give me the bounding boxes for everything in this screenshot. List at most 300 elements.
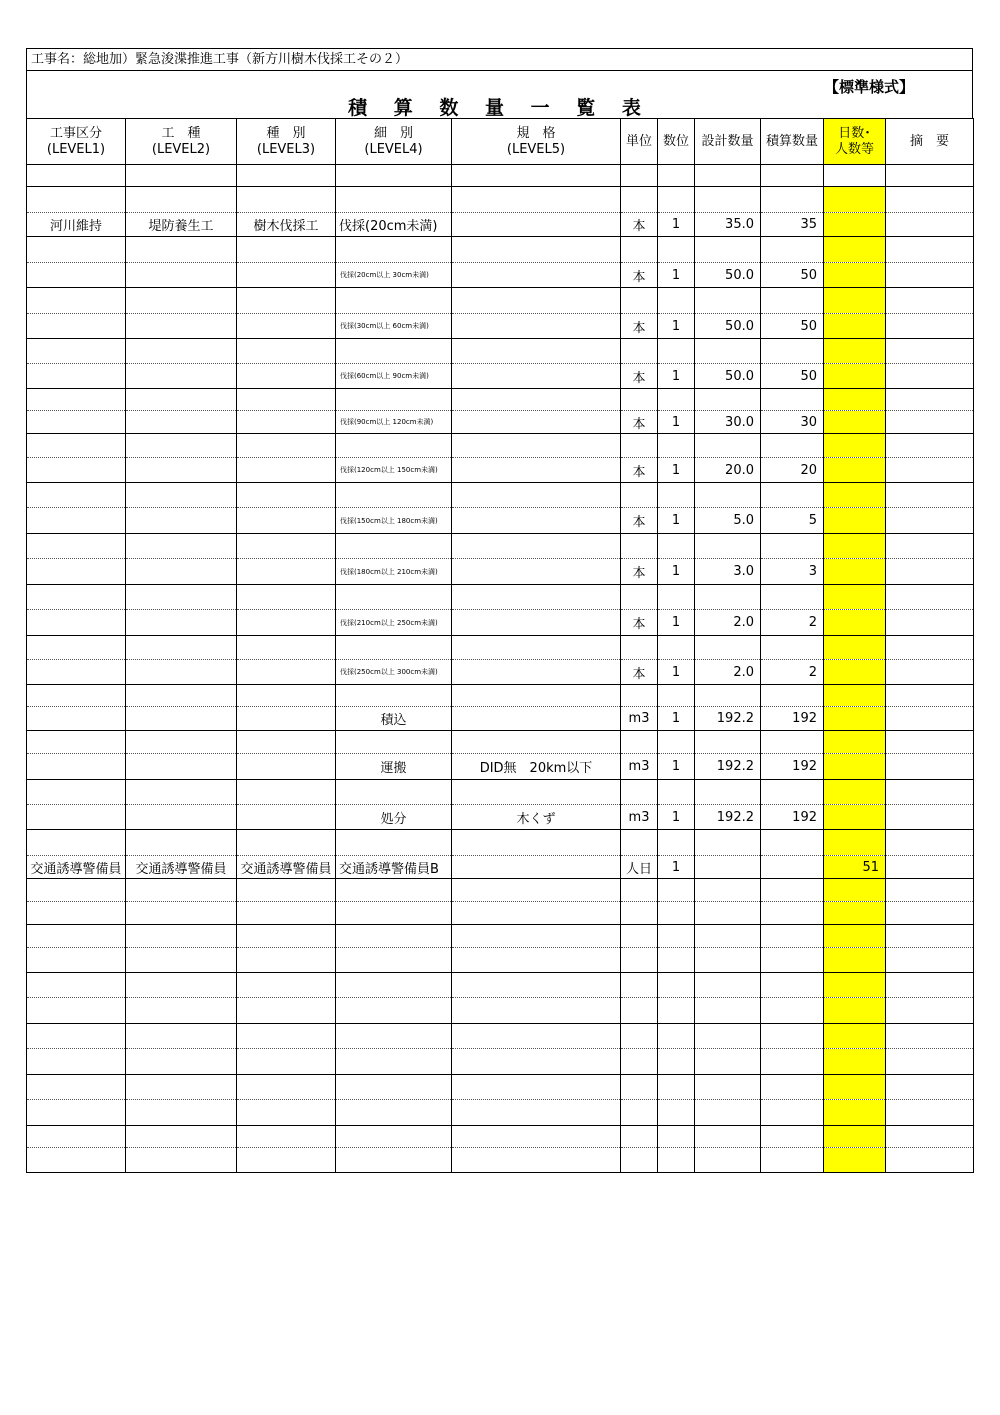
cell-level1 [27, 998, 126, 1024]
cell-unit: 本 [621, 364, 658, 389]
cell-level3 [237, 973, 336, 998]
cell-calc-qty: 50 [761, 314, 824, 339]
cell-level1 [27, 879, 126, 902]
cell-calc-qty: 30 [761, 411, 824, 434]
cell-level4 [336, 902, 452, 925]
cell-unit: 本 [621, 660, 658, 685]
cell-level5 [452, 411, 621, 434]
cell-level4: 伐採(150cm以上 180cm未満) [336, 508, 452, 534]
cell-digit: 1 [658, 213, 695, 237]
cell-remarks [886, 879, 974, 902]
cell-digit [658, 731, 695, 754]
cell-calc-qty: 192 [761, 754, 824, 780]
cell-digit: 1 [658, 314, 695, 339]
cell-digit [658, 830, 695, 856]
cell-level5 [452, 434, 621, 458]
cell-level5 [452, 314, 621, 339]
cell-remarks [886, 998, 974, 1024]
cell-unit [621, 925, 658, 948]
cell-calc-qty [761, 483, 824, 508]
cell-calc-qty [761, 165, 824, 187]
cell-level1: 交通誘導警備員 [27, 856, 126, 879]
cell-level4 [336, 780, 452, 805]
cell-digit [658, 288, 695, 314]
cell-days-persons [824, 805, 886, 830]
cell-level4 [336, 1126, 452, 1148]
table-row [27, 508, 974, 534]
cell-level5 [452, 534, 621, 559]
cell-days-persons [824, 925, 886, 948]
cell-level2 [126, 585, 237, 610]
cell-level4 [336, 585, 452, 610]
cell-level5 [452, 339, 621, 364]
cell-level3 [237, 830, 336, 856]
cell-days-persons [824, 364, 886, 389]
cell-level4 [336, 339, 452, 364]
cell-calc-qty [761, 856, 824, 879]
cell-design-qty [695, 948, 761, 973]
cell-level4: 伐採(20cm未満) [336, 213, 452, 237]
table-row [27, 973, 974, 998]
cell-level5 [452, 830, 621, 856]
cell-level2: 堤防養生工 [126, 213, 237, 237]
cell-days-persons [824, 314, 886, 339]
cell-level3 [237, 780, 336, 805]
cell-unit [621, 636, 658, 660]
cell-level5 [452, 636, 621, 660]
cell-design-qty [695, 731, 761, 754]
cell-level2 [126, 458, 237, 483]
cell-unit [621, 879, 658, 902]
cell-level1 [27, 314, 126, 339]
cell-design-qty [695, 830, 761, 856]
cell-level4 [336, 1100, 452, 1126]
cell-level5 [452, 731, 621, 754]
cell-days-persons [824, 998, 886, 1024]
cell-digit [658, 902, 695, 925]
cell-level2 [126, 780, 237, 805]
cell-design-qty [695, 187, 761, 213]
cell-level1 [27, 411, 126, 434]
cell-level2 [126, 559, 237, 585]
cell-unit: 本 [621, 213, 658, 237]
cell-digit: 1 [658, 707, 695, 731]
cell-remarks [886, 1100, 974, 1126]
table-row [27, 1049, 974, 1075]
cell-digit: 1 [658, 660, 695, 685]
project-title: 工事名：総地加）緊急浚渫推進工事（新方川樹木伐採工その２） [26, 48, 973, 70]
cell-level3 [237, 314, 336, 339]
cell-days-persons: 51 [824, 856, 886, 879]
header-digit-line1: 数位 [662, 133, 689, 149]
cell-design-qty [695, 1100, 761, 1126]
cell-level3 [237, 948, 336, 973]
cell-calc-qty [761, 187, 824, 213]
cell-level3 [237, 998, 336, 1024]
cell-remarks [886, 585, 974, 610]
cell-level3 [237, 1024, 336, 1049]
cell-level4 [336, 288, 452, 314]
cell-calc-qty: 2 [761, 660, 824, 685]
cell-calc-qty: 35 [761, 213, 824, 237]
header-level2 [126, 119, 237, 165]
cell-digit: 1 [658, 411, 695, 434]
cell-level1 [27, 830, 126, 856]
cell-level2 [126, 1100, 237, 1126]
cell-level3 [237, 364, 336, 389]
cell-level2 [126, 1075, 237, 1100]
cell-calc-qty: 50 [761, 263, 824, 288]
header-days-persons [824, 119, 886, 165]
cell-unit: 本 [621, 458, 658, 483]
cell-remarks [886, 559, 974, 585]
cell-level1 [27, 458, 126, 483]
cell-level5 [452, 288, 621, 314]
cell-digit [658, 237, 695, 263]
header-unit [621, 119, 658, 165]
cell-remarks [886, 187, 974, 213]
cell-design-qty: 20.0 [695, 458, 761, 483]
cell-design-qty: 50.0 [695, 364, 761, 389]
table-row [27, 237, 974, 263]
cell-calc-qty [761, 1024, 824, 1049]
cell-level1 [27, 364, 126, 389]
cell-days-persons [824, 780, 886, 805]
table-body [27, 165, 974, 1173]
cell-level1 [27, 1126, 126, 1148]
table-row [27, 754, 974, 780]
cell-unit: 本 [621, 610, 658, 636]
cell-remarks [886, 830, 974, 856]
cell-remarks [886, 263, 974, 288]
cell-design-qty [695, 902, 761, 925]
cell-level1 [27, 780, 126, 805]
cell-level4: 伐採(250cm以上 300cm未満) [336, 660, 452, 685]
cell-level2 [126, 434, 237, 458]
table-row [27, 856, 974, 879]
cell-level2 [126, 411, 237, 434]
cell-unit: 本 [621, 559, 658, 585]
cell-level5 [452, 187, 621, 213]
table-row [27, 998, 974, 1024]
cell-digit: 1 [658, 856, 695, 879]
table-row [27, 902, 974, 925]
header-level4 [336, 119, 452, 165]
cell-design-qty: 2.0 [695, 610, 761, 636]
cell-design-qty [695, 389, 761, 411]
cell-level2 [126, 731, 237, 754]
cell-level2 [126, 187, 237, 213]
cell-level4: 処分 [336, 805, 452, 830]
cell-days-persons [824, 973, 886, 998]
cell-remarks [886, 1049, 974, 1075]
cell-level4 [336, 925, 452, 948]
cell-design-qty: 192.2 [695, 707, 761, 731]
cell-digit [658, 534, 695, 559]
cell-calc-qty [761, 830, 824, 856]
table-row [27, 288, 974, 314]
cell-unit [621, 389, 658, 411]
cell-level2 [126, 660, 237, 685]
cell-days-persons [824, 1126, 886, 1148]
table-row [27, 731, 974, 754]
cell-days-persons [824, 707, 886, 731]
cell-level4 [336, 973, 452, 998]
cell-level1 [27, 1075, 126, 1100]
cell-digit [658, 585, 695, 610]
cell-digit [658, 780, 695, 805]
cell-level5 [452, 1049, 621, 1075]
cell-design-qty: 2.0 [695, 660, 761, 685]
cell-calc-qty [761, 1075, 824, 1100]
cell-calc-qty: 5 [761, 508, 824, 534]
cell-calc-qty [761, 685, 824, 707]
cell-level1 [27, 288, 126, 314]
cell-level4 [336, 1049, 452, 1075]
cell-unit [621, 585, 658, 610]
table-row [27, 1024, 974, 1049]
cell-level2 [126, 483, 237, 508]
cell-level3 [237, 288, 336, 314]
cell-unit [621, 483, 658, 508]
cell-calc-qty [761, 585, 824, 610]
cell-unit [621, 534, 658, 559]
cell-days-persons [824, 1024, 886, 1049]
cell-level5 [452, 559, 621, 585]
table-row [27, 263, 974, 288]
cell-days-persons [824, 902, 886, 925]
cell-digit [658, 948, 695, 973]
cell-calc-qty [761, 534, 824, 559]
table-row [27, 1075, 974, 1100]
cell-level2 [126, 288, 237, 314]
header-days-persons-line1: 日数･ [838, 125, 871, 141]
cell-level2 [126, 1148, 237, 1173]
cell-days-persons [824, 187, 886, 213]
cell-remarks [886, 805, 974, 830]
cell-days-persons [824, 830, 886, 856]
table-row [27, 483, 974, 508]
cell-unit [621, 948, 658, 973]
table-row [27, 1126, 974, 1148]
cell-design-qty [695, 237, 761, 263]
header-level5 [452, 119, 621, 165]
table-row [27, 434, 974, 458]
cell-remarks [886, 660, 974, 685]
cell-level1 [27, 610, 126, 636]
cell-calc-qty [761, 288, 824, 314]
cell-digit: 1 [658, 559, 695, 585]
cell-digit: 1 [658, 610, 695, 636]
cell-remarks [886, 213, 974, 237]
cell-level3 [237, 731, 336, 754]
cell-remarks [886, 458, 974, 483]
cell-design-qty: 50.0 [695, 263, 761, 288]
cell-design-qty: 192.2 [695, 805, 761, 830]
cell-level1 [27, 973, 126, 998]
table-row [27, 364, 974, 389]
header-level2-line2: (LEVEL2) [151, 141, 211, 157]
quantity-table [26, 118, 974, 1173]
cell-level5 [452, 213, 621, 237]
header-remarks [886, 119, 974, 165]
cell-level1 [27, 1100, 126, 1126]
cell-design-qty [695, 1148, 761, 1173]
document-title: 積 算 数 量 一 覧 表 [348, 97, 651, 119]
cell-level4 [336, 948, 452, 973]
header-level3-line2: (LEVEL3) [256, 141, 316, 157]
cell-days-persons [824, 165, 886, 187]
title-box [26, 70, 973, 118]
cell-level1 [27, 660, 126, 685]
cell-unit [621, 780, 658, 805]
cell-remarks [886, 364, 974, 389]
header-unit-line1: 単位 [625, 133, 652, 149]
table-row [27, 685, 974, 707]
cell-level2 [126, 364, 237, 389]
cell-level2 [126, 685, 237, 707]
cell-calc-qty [761, 389, 824, 411]
cell-unit [621, 1126, 658, 1148]
cell-design-qty [695, 585, 761, 610]
cell-level2 [126, 165, 237, 187]
cell-digit: 1 [658, 364, 695, 389]
cell-level1 [27, 559, 126, 585]
cell-remarks [886, 314, 974, 339]
cell-design-qty: 3.0 [695, 559, 761, 585]
cell-unit [621, 685, 658, 707]
header-level1 [27, 119, 126, 165]
cell-remarks [886, 856, 974, 879]
cell-level5 [452, 856, 621, 879]
header-level5-line2: (LEVEL5) [506, 141, 566, 157]
cell-level4: 運搬 [336, 754, 452, 780]
table-row [27, 610, 974, 636]
cell-level3 [237, 879, 336, 902]
cell-remarks [886, 1148, 974, 1173]
cell-digit [658, 187, 695, 213]
cell-level4: 伐採(210cm以上 250cm未満) [336, 610, 452, 636]
cell-design-qty [695, 925, 761, 948]
cell-days-persons [824, 534, 886, 559]
cell-design-qty [695, 1049, 761, 1075]
cell-calc-qty [761, 879, 824, 902]
cell-level2 [126, 508, 237, 534]
cell-level1 [27, 948, 126, 973]
cell-level5 [452, 925, 621, 948]
cell-digit [658, 925, 695, 948]
cell-calc-qty [761, 902, 824, 925]
cell-design-qty: 35.0 [695, 213, 761, 237]
cell-digit [658, 636, 695, 660]
header-level1-line2: (LEVEL1) [46, 141, 106, 157]
cell-level2 [126, 925, 237, 948]
cell-level3 [237, 1049, 336, 1075]
cell-days-persons [824, 1100, 886, 1126]
estimate-sheet [26, 48, 973, 1173]
cell-level2 [126, 263, 237, 288]
cell-design-qty: 5.0 [695, 508, 761, 534]
cell-days-persons [824, 754, 886, 780]
table-row [27, 1100, 974, 1126]
cell-calc-qty [761, 434, 824, 458]
table-row [27, 213, 974, 237]
cell-level3 [237, 925, 336, 948]
header-digit [658, 119, 695, 165]
cell-remarks [886, 434, 974, 458]
cell-level4: 交通誘導警備員B [336, 856, 452, 879]
cell-level1 [27, 165, 126, 187]
header-level4-line1: 細 別 [373, 125, 413, 141]
cell-digit [658, 1126, 695, 1148]
table-row [27, 879, 974, 902]
header-level2-line1: 工 種 [161, 125, 201, 141]
cell-remarks [886, 288, 974, 314]
cell-remarks [886, 389, 974, 411]
cell-unit [621, 237, 658, 263]
cell-unit [621, 731, 658, 754]
cell-level2 [126, 339, 237, 364]
cell-unit [621, 902, 658, 925]
cell-level5 [452, 1148, 621, 1173]
cell-level4 [336, 830, 452, 856]
cell-digit [658, 165, 695, 187]
cell-level5 [452, 685, 621, 707]
cell-level5: DID無 20km以下 [452, 754, 621, 780]
cell-level5 [452, 1075, 621, 1100]
cell-level4 [336, 165, 452, 187]
cell-calc-qty [761, 973, 824, 998]
cell-level3 [237, 707, 336, 731]
cell-remarks [886, 780, 974, 805]
cell-level4: 積込 [336, 707, 452, 731]
cell-remarks [886, 973, 974, 998]
cell-level1 [27, 805, 126, 830]
cell-days-persons [824, 1075, 886, 1100]
cell-calc-qty [761, 998, 824, 1024]
cell-level1 [27, 534, 126, 559]
header-design-qty-line1: 設計数量 [701, 133, 754, 149]
cell-unit [621, 187, 658, 213]
cell-unit [621, 1024, 658, 1049]
cell-level2 [126, 1126, 237, 1148]
cell-level1 [27, 707, 126, 731]
cell-remarks [886, 925, 974, 948]
cell-days-persons [824, 685, 886, 707]
cell-level3 [237, 434, 336, 458]
cell-days-persons [824, 585, 886, 610]
cell-level5 [452, 948, 621, 973]
cell-design-qty: 192.2 [695, 754, 761, 780]
header-remarks-line1: 摘 要 [909, 133, 949, 149]
cell-level5 [452, 660, 621, 685]
cell-level4 [336, 483, 452, 508]
cell-digit: 1 [658, 508, 695, 534]
cell-design-qty [695, 780, 761, 805]
cell-unit: m3 [621, 707, 658, 731]
cell-digit [658, 434, 695, 458]
cell-digit [658, 685, 695, 707]
header-design-qty [695, 119, 761, 165]
cell-level4: 伐採(30cm以上 60cm未満) [336, 314, 452, 339]
cell-level4 [336, 389, 452, 411]
cell-remarks [886, 237, 974, 263]
cell-days-persons [824, 636, 886, 660]
cell-level1 [27, 434, 126, 458]
cell-level3 [237, 1148, 336, 1173]
header-level5-line1: 規 格 [516, 125, 556, 141]
header-calc-qty [761, 119, 824, 165]
